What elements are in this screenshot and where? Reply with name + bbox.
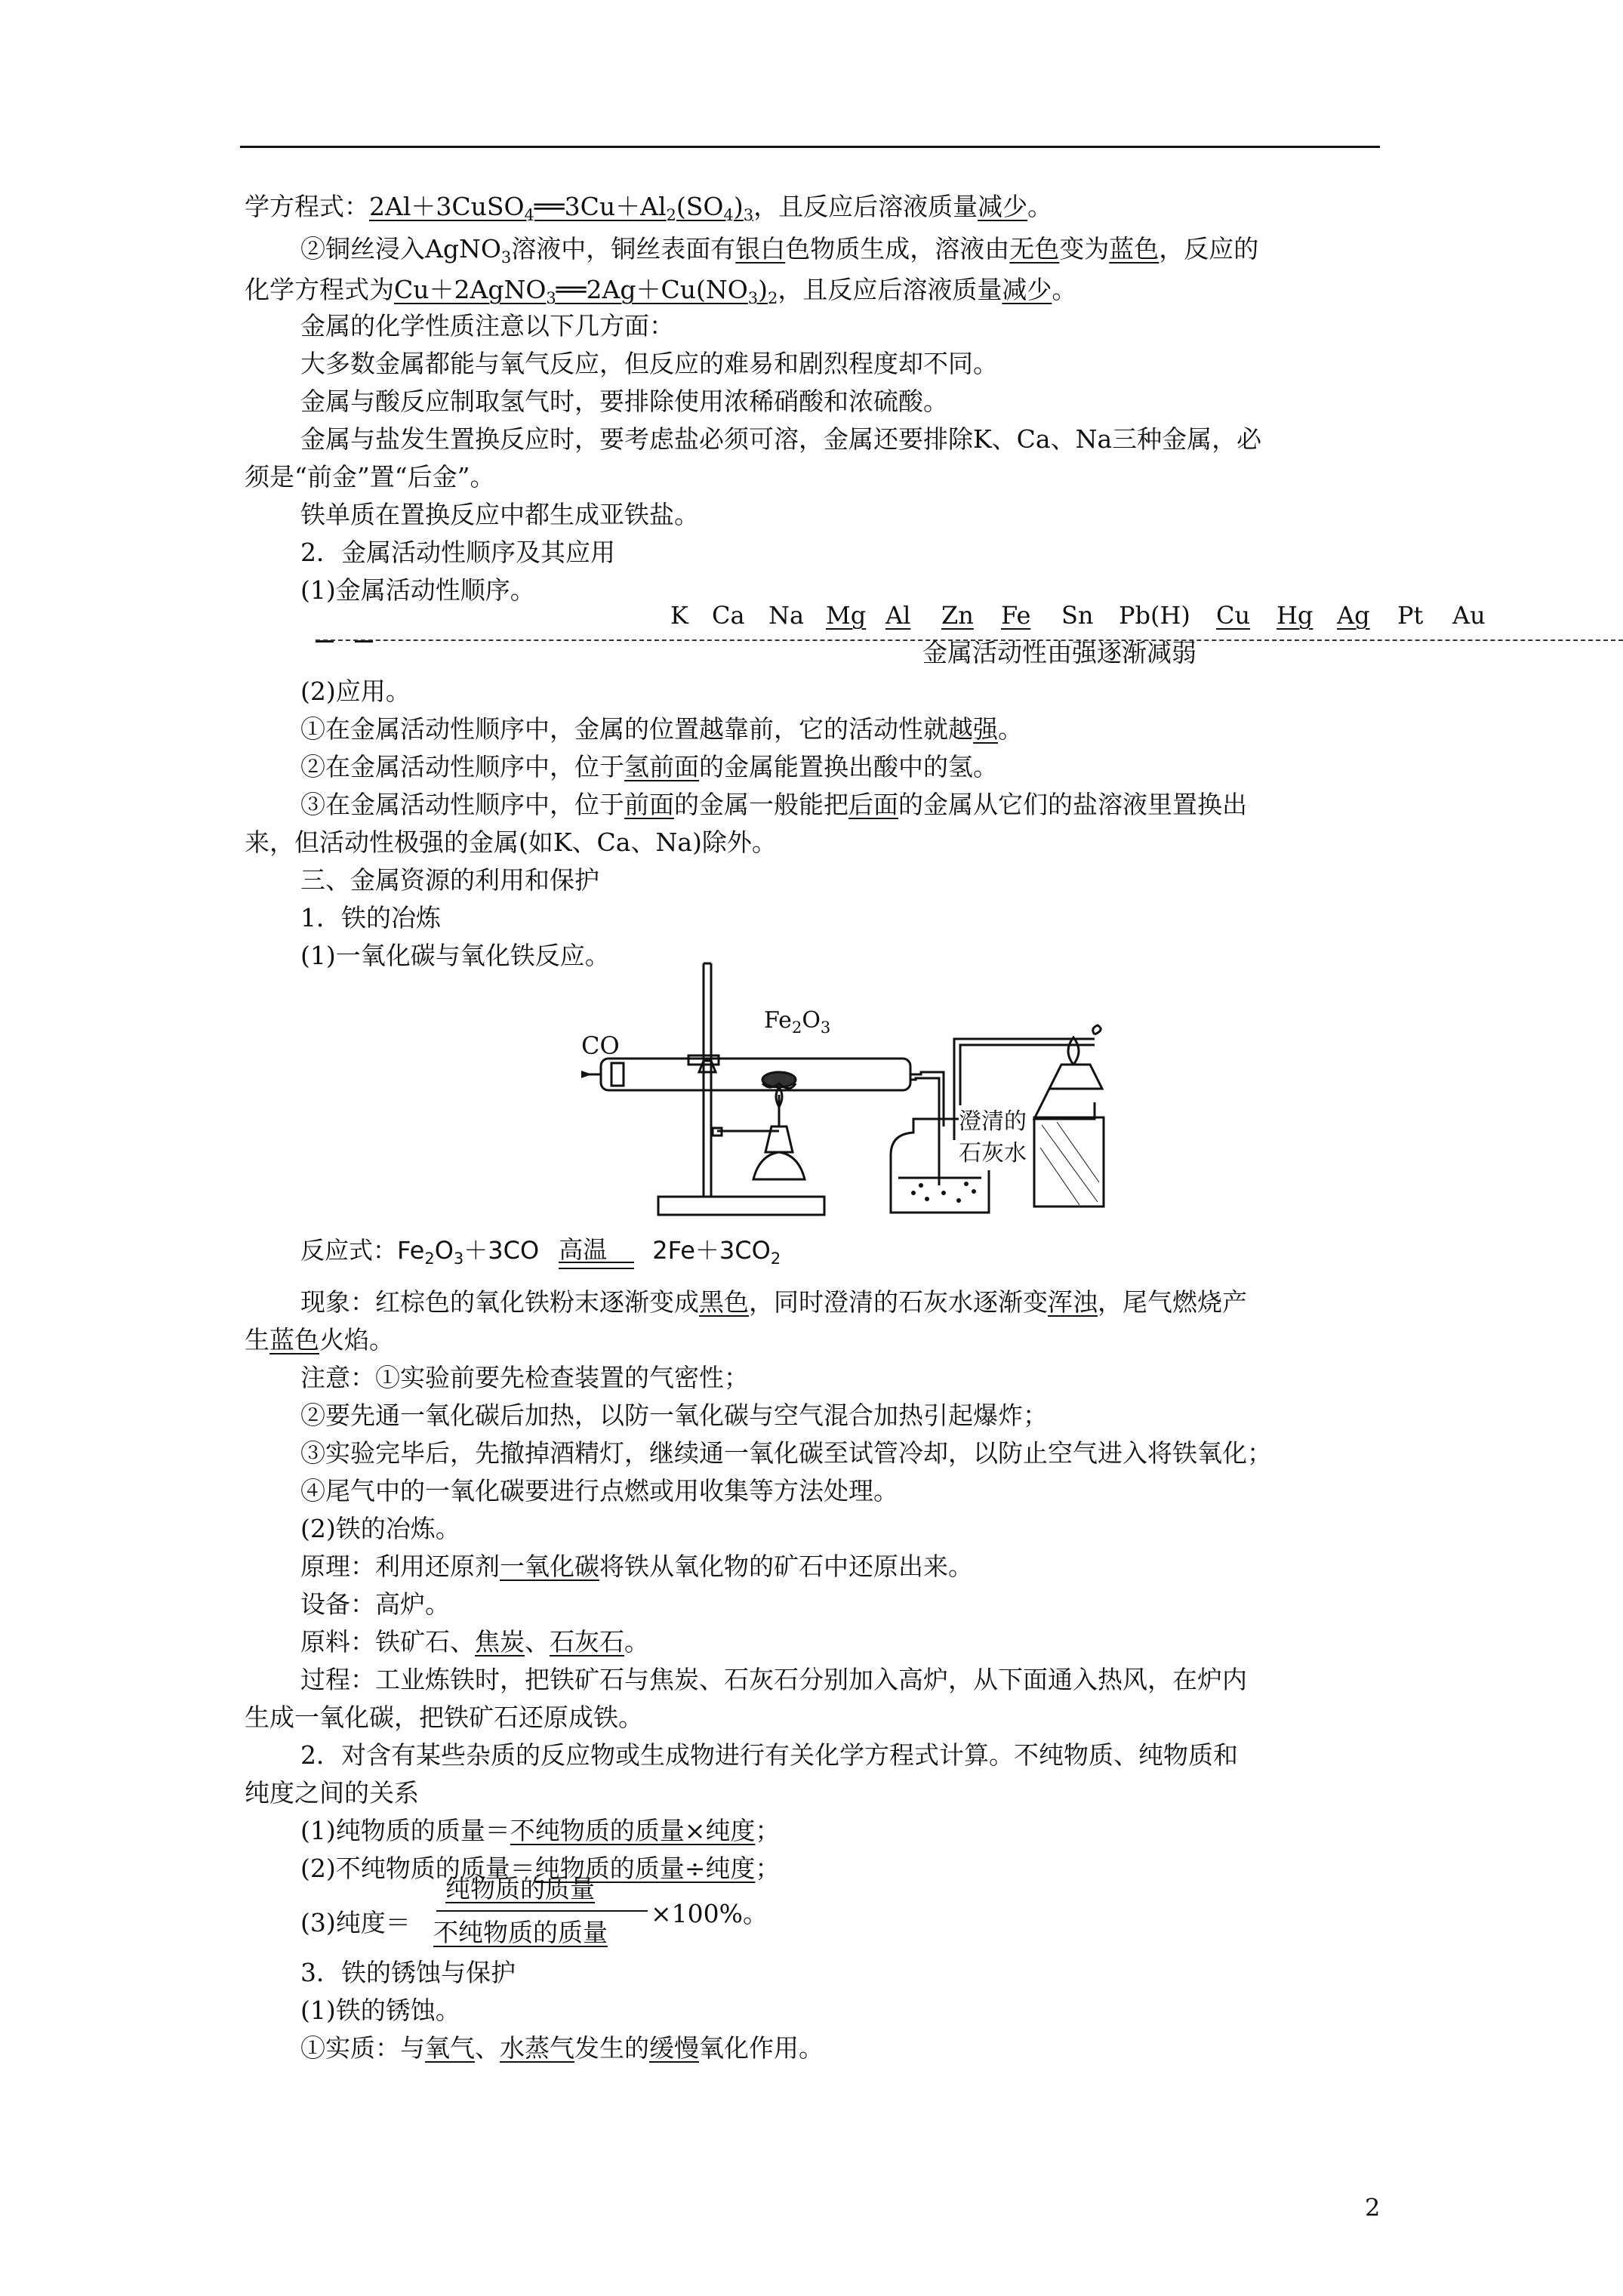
metal-symbol: Fe: [1001, 601, 1031, 630]
metal-symbol: Pt: [1397, 601, 1424, 630]
limewater-label: 石灰水: [959, 1137, 1027, 1170]
answer-blank: 石灰石: [550, 1627, 624, 1657]
answer-blank: 强: [973, 714, 998, 744]
stand-base: [658, 1197, 824, 1215]
text-line: ③实验完毕后，先撤掉酒精灯，继续通一氧化碳至试管冷却，以防止空气进入将铁氧化；: [300, 1438, 1272, 1468]
purity-formula-label: (3)纯度＝: [300, 1908, 411, 1937]
text-line: 纯度之间的关系: [245, 1778, 419, 1808]
co-reduction-apparatus-diagram: [566, 959, 1110, 1223]
text-line: 过程：工业炼铁时，把铁矿石与焦炭、石灰石分别加入高炉，从下面通入热风，在炉内: [300, 1665, 1247, 1694]
text-line: 金属与酸反应制取氢气时，要排除使用浓稀硝酸和浓硫酸。: [300, 387, 948, 416]
section-heading: 1．铁的冶炼: [300, 903, 441, 932]
answer-blank: 一氧化碳: [500, 1552, 599, 1581]
text-line: 学方程式：$2Al+3CuSO_4══3Cu+Al_2(SO_4)_3$，且反应后溶液质量减少。: [245, 192, 1053, 224]
answer-blank: 不纯物质的质量×纯度: [510, 1816, 756, 1845]
answer-blank: $2Al+3CuSO_4══3Cu+Al_2(SO_4)_3$: [369, 192, 754, 224]
section-heading: 3．铁的锈蚀与保护: [300, 1958, 516, 1987]
answer-blank: 焦炭: [475, 1627, 525, 1657]
text-line: 化学方程式为$Cu+2AgNO_3══2Ag+Cu(NO_3)_2$，且反应后溶液质量减少。: [245, 275, 1077, 307]
text-line: ②铜丝浸入AgNO$_3$溶液中，铜丝表面有银白色物质生成，溶液由无色变为蓝色，反应的: [300, 234, 1259, 267]
answer-blank: 氧气: [425, 2033, 475, 2063]
fraction-denominator: 不纯物质的质量: [433, 1918, 608, 1947]
metal-symbol: Au: [1452, 601, 1486, 630]
fraction-bar: [436, 1910, 648, 1912]
answer-blank: 后面: [848, 790, 898, 819]
answer-blank: 水蒸气: [500, 2033, 574, 2063]
answer-blank: 无色: [1009, 234, 1060, 264]
text-line: (2)应用。: [300, 676, 411, 706]
text-line: ③在金属活动性顺序中，位于前面的金属一般能把后面的金属从它们的盐溶液里置换出: [300, 790, 1247, 819]
answer-blank: 氢前面: [624, 752, 699, 781]
text-line: (1)铁的锈蚀。: [300, 1996, 460, 2025]
text-line: ①在金属活动性顺序中，金属的位置越靠前，它的活动性就越强。: [300, 714, 1023, 744]
text-line: 金属的化学性质注意以下几方面：: [300, 311, 674, 341]
answer-blank: $Cu+2AgNO_3══2Ag+Cu(NO_3)_2$: [394, 275, 778, 307]
text-line: ②在金属活动性顺序中，位于氢前面的金属能置换出酸中的氢。: [300, 752, 998, 781]
activity-caption: 金属活动性由强逐渐减弱: [922, 638, 1196, 667]
answer-blank: 减少: [978, 192, 1028, 221]
text-line: 大多数金属都能与氧气反应，但反应的难易和剧烈程度却不同。: [300, 349, 998, 378]
metal-symbol: Al: [885, 601, 911, 630]
text-line: 2．对含有某些杂质的反应物或生成物进行有关化学方程式计算。不纯物质、纯物质和: [300, 1740, 1238, 1770]
answer-blank: 前面: [624, 790, 674, 819]
text-line: 注意：①实验前要先检查装置的气密性；: [300, 1363, 749, 1392]
text-line: ②要先通一氧化碳后加热，以防一氧化碳与空气混合加热引起爆炸；: [300, 1401, 1048, 1430]
condition-high-temp: 高温: [559, 1235, 608, 1264]
fe2o3-label: $Fe_2O_3$: [764, 1007, 831, 1037]
text-line: 原料：铁矿石、焦炭、石灰石。: [300, 1627, 649, 1657]
section-heading: 2．金属活动性顺序及其应用: [300, 538, 615, 567]
metal-symbol: Sn: [1061, 601, 1094, 630]
text-line: (1)金属活动性顺序。: [300, 575, 535, 605]
co-label: CO: [581, 1031, 620, 1060]
text-line: (1)纯物质的质量＝不纯物质的质量×纯度；: [300, 1816, 781, 1845]
flame-icon: [1068, 1037, 1079, 1065]
purity-percent: ×100%。: [651, 1899, 768, 1928]
fraction-numerator: 纯物质的质量: [445, 1874, 595, 1903]
header-rule: [240, 146, 1380, 148]
metal-symbol: Mg: [826, 601, 867, 630]
metal-symbol: Zn: [941, 601, 974, 630]
metal-symbol: Ca: [712, 601, 745, 630]
answer-blank: 纯物质的质量÷纯度: [534, 1854, 756, 1883]
text-line: ①实质：与氧气、水蒸气发生的缓慢氧化作用。: [300, 2033, 824, 2063]
hard-glass-tube: [601, 1059, 910, 1090]
metal-symbol: K: [670, 601, 688, 630]
reaction-equation: 反应式：$Fe_2O_3+3CO$ 高温 $2Fe+3CO_2$: [300, 1234, 781, 1267]
answer-blank: 蓝色: [269, 1325, 319, 1354]
answer-blank: 黑色: [699, 1287, 749, 1317]
answer-blank: 浑浊: [1048, 1287, 1098, 1317]
metal-symbol: Cu: [1216, 601, 1251, 630]
text-line: 生蓝色火焰。: [245, 1325, 394, 1354]
answer-blank: 减少: [1002, 275, 1052, 304]
answer-blank: 银白: [735, 234, 786, 264]
text-line: 生成一氧化碳，把铁矿石还原成铁。: [245, 1703, 643, 1732]
text-line: 须是“前金”置“后金”。: [245, 462, 495, 492]
page-number: 2: [1365, 2193, 1381, 2222]
metal-symbol: Ag: [1337, 601, 1370, 630]
text-line: 现象：红棕色的氧化铁粉末逐渐变成黑色，同时澄清的石灰水逐渐变浑浊，尾气燃烧产: [300, 1287, 1247, 1317]
text-line: 来，但活动性极强的金属(如K、Ca、Na)除外。: [245, 827, 777, 857]
limewater-label: 澄清的: [959, 1105, 1027, 1139]
metal-symbol: Pb(H): [1119, 601, 1190, 630]
text-line: 设备：高炉。: [300, 1589, 450, 1619]
text-line: (1)一氧化碳与氧化铁反应。: [300, 941, 610, 970]
answer-blank: 缓慢: [649, 2033, 699, 2063]
section-heading: 三、金属资源的利用和保护: [300, 865, 599, 895]
text-line: ④尾气中的一氧化碳要进行点燃或用收集等方法处理。: [300, 1476, 898, 1505]
text-line: 铁单质在置换反应中都生成亚铁盐。: [300, 500, 699, 529]
metal-symbol: Na: [768, 601, 805, 630]
answer-blank: 蓝色: [1109, 234, 1160, 264]
metal-symbol: Hg: [1277, 601, 1313, 630]
text-line: (2)铁的冶炼。: [300, 1514, 460, 1543]
text-line: 原理：利用还原剂一氧化碳将铁从氧化物的矿石中还原出来。: [300, 1552, 973, 1581]
text-line: (2)不纯物质的质量＝纯物质的质量÷纯度；: [300, 1854, 781, 1883]
text-line: 金属与盐发生置换反应时，要考虑盐必须可溶，金属还要排除K、Ca、Na三种金属，必: [300, 424, 1262, 454]
